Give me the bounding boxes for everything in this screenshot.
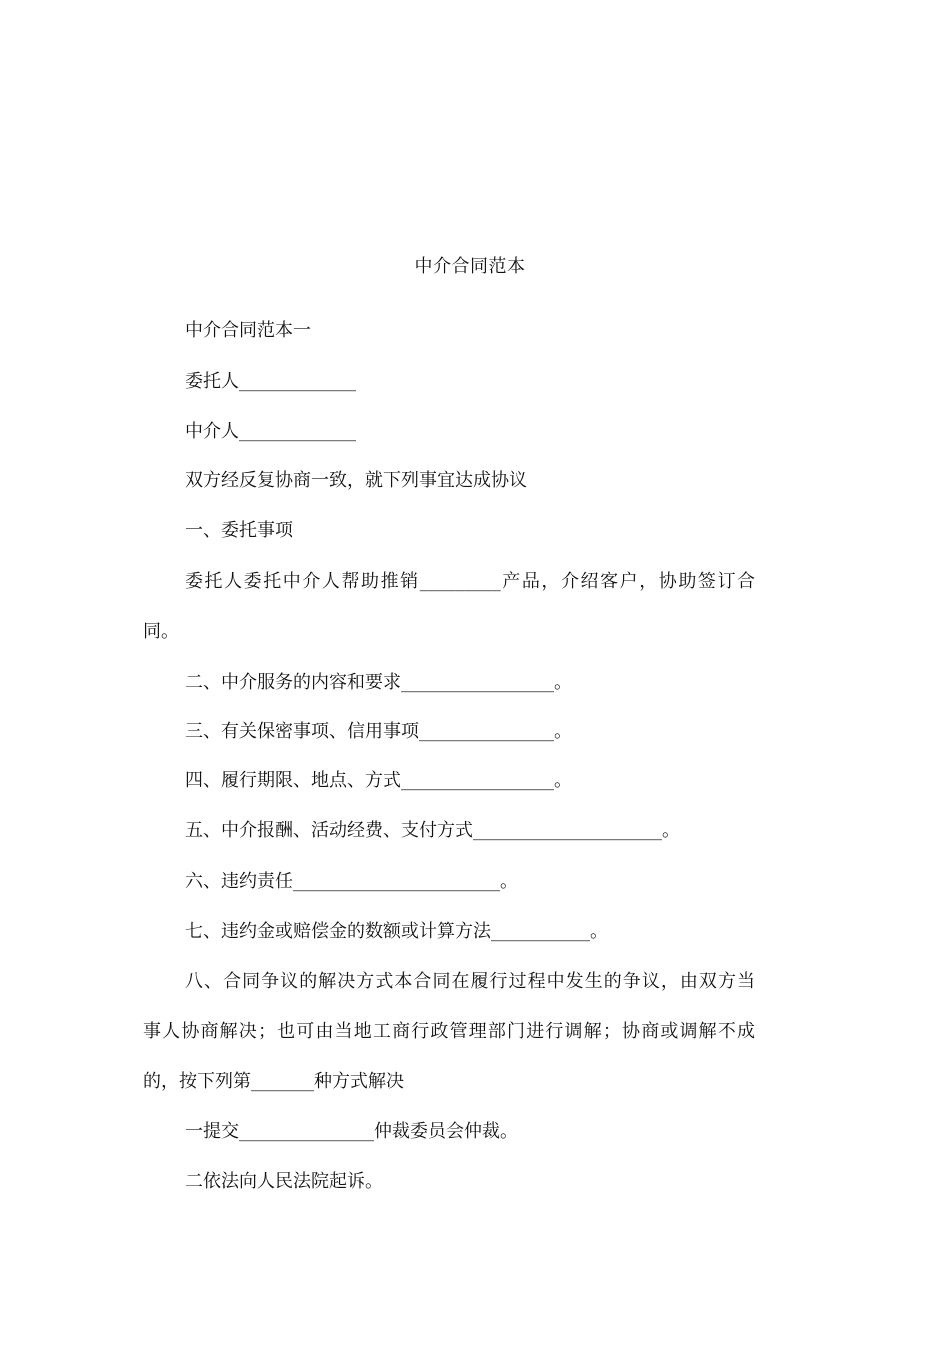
option-1-arbitration: 一提交_______________仲裁委员会仲裁。: [185, 1121, 518, 1142]
section-8-line-3: 的，按下列第_______种方式解决: [143, 1071, 404, 1092]
section-6: 六、违约责任_______________________。: [185, 871, 518, 892]
section-1-body-line-1: 委托人委托中介人帮助推销_________产品，介绍客户，协助签订合: [185, 571, 755, 592]
option-2-litigation: 二依法向人民法院起诉。: [185, 1171, 383, 1192]
section-1-body-line-2: 同。: [143, 621, 179, 642]
contract-subtitle: 中介合同范本一: [185, 320, 311, 341]
section-1-heading: 一、委托事项: [185, 520, 293, 541]
section-7: 七、违约金或赔偿金的数额或计算方法___________。: [185, 921, 608, 942]
section-4: 四、履行期限、地点、方式_________________。: [185, 770, 572, 791]
agreement-intro: 双方经反复协商一致，就下列事宜达成协议: [185, 470, 527, 491]
section-3: 三、有关保密事项、信用事项_______________。: [185, 721, 572, 742]
section-2: 二、中介服务的内容和要求_________________。: [185, 672, 572, 693]
document-title: 中介合同范本: [414, 256, 526, 277]
section-8-line-1: 八、合同争议的解决方式本合同在履行过程中发生的争议，由双方当: [185, 971, 755, 992]
section-5: 五、中介报酬、活动经费、支付方式_____________________。: [185, 820, 680, 841]
intermediary-field: 中介人_____________: [185, 421, 356, 442]
section-8-line-2: 事人协商解决；也可由当地工商行政管理部门进行调解；协商或调解不成: [143, 1021, 755, 1042]
principal-field: 委托人_____________: [185, 371, 356, 392]
